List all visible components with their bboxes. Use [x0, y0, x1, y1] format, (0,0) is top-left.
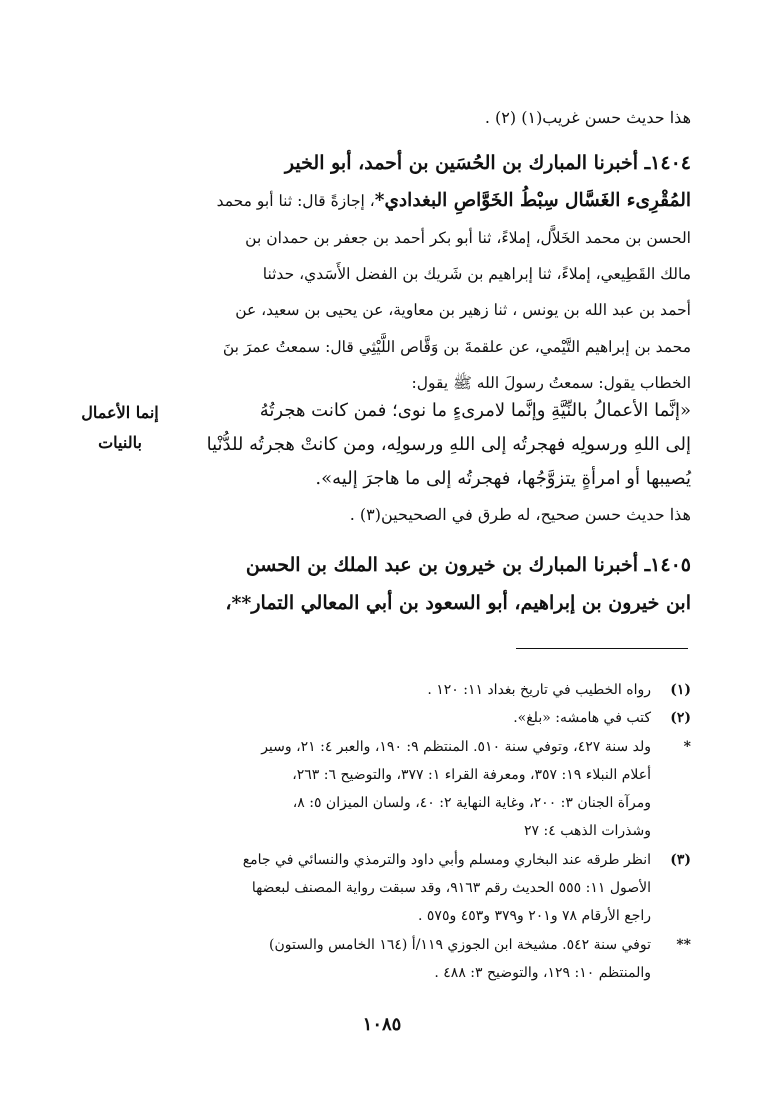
footnote-text: أعلام النبلاء ١٩: ٣٥٧، ومعرفة القراء ١: ٣٧٧، والتوضيح ٦: ٢٦٣،	[292, 766, 651, 783]
isnad-line-1: الحسن بن محمد الخَلاَّل، إملاءً، ثنا أبو بكر أحمد بن جعفر بن حمدان بن	[245, 229, 691, 247]
footnote-text: ومرآة الجنان ٣: ٢٠٠، وغاية النهاية ٢: ٤٠، ولسان الميزان ٥: ٨،	[292, 795, 651, 812]
hadith-matn	[186, 394, 691, 534]
footnote-2	[186, 704, 691, 732]
footnote-text: كتب في هامشه: «بلغ».	[513, 710, 651, 727]
footnote-star	[186, 733, 691, 846]
margin-note-line-1: إنما الأعمال	[81, 403, 159, 422]
footnote-mark: *	[683, 738, 691, 755]
footnotes	[186, 676, 691, 987]
footnote-text: انظر طرقه عند البخاري ومسلم وأبي داود والترمذي والنسائي في جامع	[242, 851, 651, 868]
isnad-line-3: أحمد بن عبد الله بن يونس ، ثنا زهير بن معاوية، عن يحيى بن سعيد، عن	[235, 301, 691, 320]
isnad-start: ، إجازةً قال: ثنا أبو محمد	[216, 192, 375, 210]
hadith-1404-heading-line2	[186, 182, 691, 220]
margin-note	[70, 398, 170, 458]
footnote-text: الأصول ١١: ٥٥٥ الحديث رقم ٩١٦٣، وقد سبقت رواية المصنف لبعضها	[251, 880, 651, 897]
footnote-mark: **	[676, 936, 691, 953]
hadith-1404-grade: هذا حديث حسن صحيح، له طرق في الصحيحين(٣) .	[349, 505, 691, 524]
main-text-top	[186, 100, 691, 136]
footnote-text: توفي سنة ٥٤٢. مشيخة ابن الجوزي ١١٩/أ (١٦٤ الخامس والستون)	[269, 936, 651, 953]
narrator-name: المُقْرِىء الغَسَّال سِبْطُ الخَوَّاصِ البغدادي*	[374, 190, 691, 211]
hadith-1404	[186, 144, 691, 401]
footnote-1	[186, 676, 691, 704]
footnote-double-star	[186, 931, 691, 988]
footnote-3	[186, 846, 691, 931]
isnad-line-5: الخطاب يقول: سمعتُ رسولَ الله ﷺ يقول:	[411, 373, 691, 392]
footnote-separator	[516, 648, 688, 649]
footnote-text: رواه الخطيب في تاريخ بغداد ١١: ١٢٠ .	[427, 682, 651, 698]
footnote-mark: (٢)	[670, 710, 691, 727]
footnote-mark: (١)	[670, 682, 691, 698]
matn-line-2: إلى اللهِ ورسولِه فهجرتُه إلى اللهِ ورسولِه، ومن كانتْ هجرتُه للدُّنْيا	[206, 434, 691, 455]
isnad-line-4: محمد بن إبراهيم التَّيْمي، عن علقمةَ بن وَقَّاص اللَّيْثِي قال: سمعتُ عمرَ بنَ	[222, 337, 691, 356]
footnote-text: راجع الأرقام ٧٨ و٢٠١ و٣٧٩ و٤٥٣ و٥٧٥ .	[418, 908, 651, 925]
margin-note-line-2: بالنيات	[98, 433, 142, 452]
isnad-line-2: مالك القَطِيعي، إملاءً، ثنا إبراهيم بن شَريك بن الفضل الأَسَدي، حدثنا	[262, 265, 691, 284]
footnote-text: وشذرات الذهب ٤: ٢٧	[524, 823, 651, 840]
footnote-mark: (٣)	[670, 851, 691, 868]
hadith-1405-heading-line2: ابن خيرون بن إبراهيم، أبو السعود بن أبي المعالي التمار**،	[225, 592, 691, 614]
hadith-1404-heading: ١٤٠٤ـ أخبرنا المبارك بن الحُسَين بن أحمد، أبو الخير	[284, 152, 691, 174]
hadith-1405	[186, 546, 691, 622]
hadith-grade-line: هذا حديث حسن غريب(١) (٢) .	[484, 108, 691, 127]
page-number: ١٠٨٥	[362, 1014, 402, 1035]
footnote-text: ولد سنة ٤٢٧، وتوفي سنة ٥١٠. المنتظم ٩: ١٩٠، والعبر ٤: ٢١، وسير	[261, 738, 651, 755]
hadith-1405-heading: ١٤٠٥ـ أخبرنا المبارك بن خيرون بن عبد الملك بن الحسن	[245, 554, 691, 576]
footnote-text: والمنتظم ١٠: ١٢٩، والتوضيح ٣: ٤٨٨ .	[434, 964, 651, 981]
matn-line-3: يُصيبها أو امرأةٍ يتزوَّجُها، فهجرتُه إلى ما هاجرَ إليه».	[315, 468, 691, 489]
matn-line-1: «إنَّما الأعمالُ بالنِّيَّةِ وإنَّما لامرىءٍ ما نوى؛ فمن كانت هجرتُهُ	[259, 400, 691, 421]
